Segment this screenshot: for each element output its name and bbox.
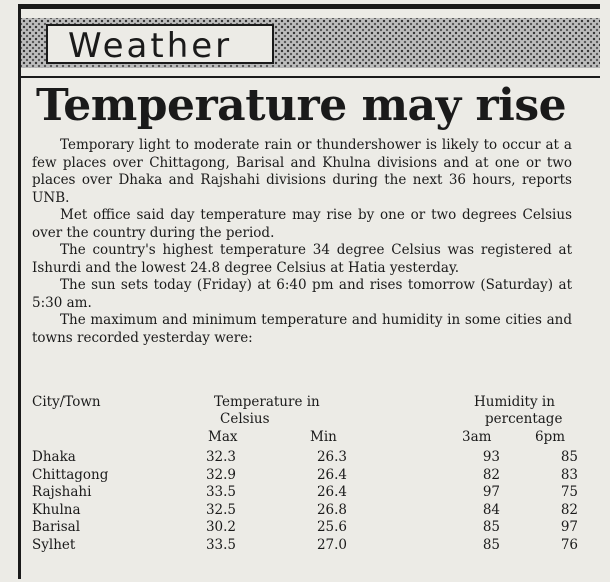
cell-humidity-3am: 82 <box>482 466 500 483</box>
top-rule <box>18 4 600 9</box>
column-header-max: Max <box>208 429 238 445</box>
cell-city: Barisal <box>32 519 81 536</box>
cell-min: 27.0 <box>316 537 347 553</box>
cell-humidity-6pm: 85 <box>560 449 578 465</box>
cell-humidity-6pm: 82 <box>560 501 578 518</box>
column-header-temperature-unit: Celsius <box>220 411 270 427</box>
cell-min: 25.6 <box>316 519 347 536</box>
cell-humidity-6pm: 76 <box>560 537 578 553</box>
paragraph: Temporary light to moderate rain or thundershower is likely to occur at a few places over Chittagong, Barisal and Khulna divisions and at one or two places over Dhaka and Rajshahi divisions during the next 36 hours, reports UNB. <box>32 137 572 206</box>
cell-humidity-3am: 84 <box>482 501 500 518</box>
cell-humidity-3am: 93 <box>482 449 500 465</box>
headline: Temperature may rise <box>36 80 567 131</box>
cell-humidity-6pm: 97 <box>560 519 578 536</box>
cell-min: 26.3 <box>316 449 347 465</box>
cell-humidity-3am: 85 <box>482 537 500 553</box>
column-header-city: City/Town <box>32 394 101 410</box>
column-header-humidity: Humidity in <box>474 394 555 410</box>
column-header-humidity-unit: percentage <box>485 411 563 427</box>
cell-min: 26.8 <box>316 501 347 518</box>
cell-max: 33.5 <box>205 484 236 501</box>
cell-city: Khulna <box>32 501 81 518</box>
cell-max: 32.9 <box>205 466 236 483</box>
paragraph: The country's highest temperature 34 degree Celsius was registered at Ishurdi and the lowest 24.8 degree Celsius at Hatia yesterday. <box>32 242 572 276</box>
cell-humidity-3am: 97 <box>482 484 500 501</box>
cell-min: 26.4 <box>316 466 347 483</box>
column-header-temperature: Temperature in <box>214 394 320 410</box>
paragraph: The maximum and minimum temperature and humidity in some cities and towns recorded yesterday were: <box>32 312 572 346</box>
cell-max: 32.3 <box>205 449 236 465</box>
paragraph: The sun sets today (Friday) at 6:40 pm and rises tomorrow (Saturday) at 5:30 am. <box>32 277 572 311</box>
left-rule <box>18 4 21 579</box>
cell-city: Sylhet <box>32 537 76 553</box>
cell-humidity-3am: 85 <box>482 519 500 536</box>
cell-humidity-6pm: 83 <box>560 466 578 483</box>
cell-min: 26.4 <box>316 484 347 501</box>
cell-max: 33.5 <box>205 537 236 553</box>
cell-max: 32.5 <box>205 501 236 518</box>
cell-humidity-6pm: 75 <box>560 484 578 501</box>
cell-city: Dhaka <box>32 449 76 465</box>
paragraph: Met office said day temperature may rise by one or two degrees Celsius over the country during the period. <box>32 207 572 241</box>
cell-city: Chittagong <box>32 466 109 483</box>
column-header-6pm: 6pm <box>535 429 566 445</box>
article-body <box>32 137 572 347</box>
column-header-3am: 3am <box>462 429 492 445</box>
column-header-min: Min <box>310 429 337 445</box>
cell-max: 30.2 <box>205 519 236 536</box>
section-label: Weather <box>46 24 274 64</box>
cell-city: Rajshahi <box>32 484 92 501</box>
